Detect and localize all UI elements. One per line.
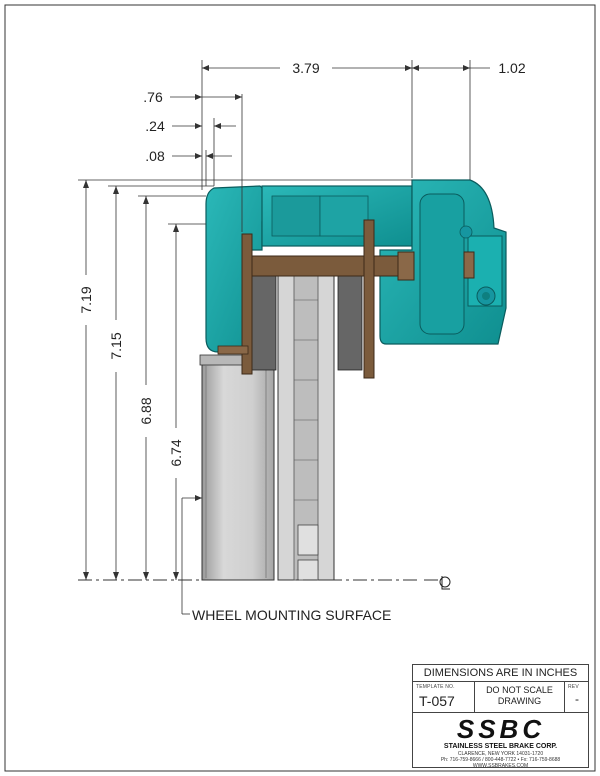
rev-value: - [575,692,579,706]
dimensions-note: DIMENSIONS ARE IN INCHES [413,665,588,682]
rev-label: REV [568,684,579,690]
title-block [412,664,589,768]
dim-6-88-label: 6.88 [138,397,154,425]
template-number: T-057 [419,693,455,709]
wheel-mounting-surface-label: WHEEL MOUNTING SURFACE [192,607,392,623]
dim-0-76-label: .76 [143,89,163,105]
ssbc-logo-text: SSBC [456,716,546,742]
scale-note-cell [475,682,565,712]
company-info [413,713,588,769]
scale-note-line1: DO NOT SCALE [486,685,553,695]
rev-cell [565,682,588,712]
hub-assembly [200,355,274,580]
dim-7-15-label: 7.15 [108,332,124,360]
dim-7-19-label: 7.19 [78,286,94,314]
dim-3-79-label: 3.79 [292,60,320,76]
ssbc-logo [421,716,581,742]
company-phones: Ph: 716-759-8666 / 800-448-7722 • Fx: 716-759-8688 [440,757,561,763]
centerline-symbol [440,576,450,589]
dim-6-74-label: 6.74 [168,439,184,467]
rotor [278,272,334,580]
company-name: STAINLESS STEEL BRAKE CORP. [443,743,558,750]
dim-1-02 [412,60,526,76]
dim-0-08 [145,148,232,164]
template-cell [413,682,475,712]
template-label: TEMPLATE NO. [416,684,455,690]
company-website: WWW.SSBRAKES.COM [472,763,529,769]
title-block-row [413,682,588,713]
dim-0-24-label: .24 [145,118,165,134]
dim-7-19 [78,180,94,580]
scale-note-line2: DRAWING [497,696,542,706]
dim-0-08-label: .08 [145,148,165,164]
dim-0-24 [145,118,236,134]
dim-6-88 [138,196,154,580]
dim-3-79 [202,60,412,76]
company-address: CLARENCE, NEW YORK 14031-1720 [457,751,544,757]
dim-1-02-label: 1.02 [498,60,526,76]
dim-7-15 [108,186,124,580]
dim-0-76 [143,89,242,105]
